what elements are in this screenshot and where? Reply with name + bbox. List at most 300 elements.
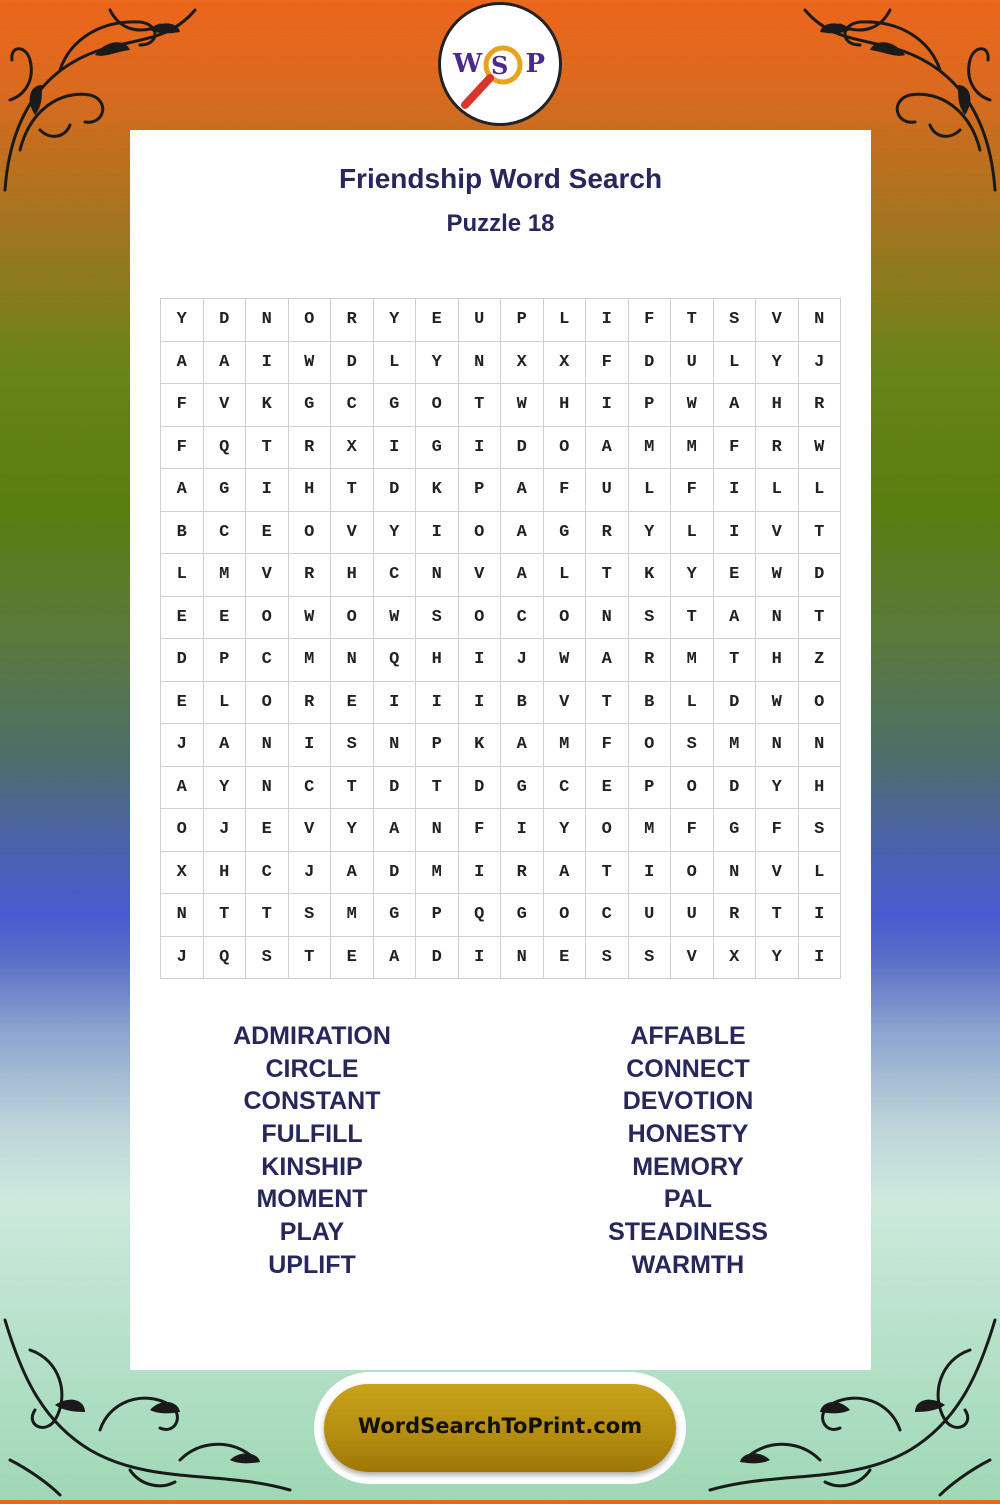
grid-cell: D (798, 554, 841, 597)
grid-cell: V (246, 554, 289, 597)
grid-cell: D (203, 299, 246, 342)
grid-cell: C (373, 554, 416, 597)
grid-cell: V (756, 511, 799, 554)
word-list-left (162, 1020, 462, 1282)
grid-cell: U (628, 894, 671, 937)
grid-row (161, 469, 841, 512)
grid-cell: T (203, 894, 246, 937)
grid-cell: C (203, 511, 246, 554)
grid-cell: W (798, 426, 841, 469)
grid-cell: J (161, 724, 204, 767)
grid-cell: Y (756, 766, 799, 809)
grid-cell: P (628, 766, 671, 809)
grid-cell: R (331, 299, 374, 342)
grid-row (161, 894, 841, 937)
grid-cell: N (331, 639, 374, 682)
grid-cell: Q (203, 426, 246, 469)
word-list-right (538, 1020, 838, 1282)
word-list-item: KINSHIP (261, 1152, 363, 1181)
grid-cell: F (543, 469, 586, 512)
grid-cell: X (501, 341, 544, 384)
grid-cell: D (458, 766, 501, 809)
grid-cell: A (586, 426, 629, 469)
grid-cell: T (246, 426, 289, 469)
grid-cell: C (331, 384, 374, 427)
grid-cell: O (331, 596, 374, 639)
word-list-item: ADMIRATION (233, 1022, 391, 1050)
word-list-item: HONESTY (627, 1120, 749, 1149)
grid-cell: T (458, 384, 501, 427)
grid-cell: V (458, 554, 501, 597)
grid-cell: H (798, 766, 841, 809)
grid-cell: S (628, 596, 671, 639)
grid-cell: F (161, 426, 204, 469)
grid-cell: N (756, 596, 799, 639)
wsp-logo (438, 2, 562, 126)
grid-cell: Q (373, 639, 416, 682)
grid-cell: Y (756, 341, 799, 384)
grid-cell: N (798, 724, 841, 767)
grid-cell: H (331, 554, 374, 597)
grid-cell: O (161, 809, 204, 852)
grid-cell: O (798, 681, 841, 724)
grid-cell: K (628, 554, 671, 597)
grid-cell: M (288, 639, 331, 682)
grid-cell: P (416, 894, 459, 937)
grid-cell: M (331, 894, 374, 937)
grid-cell: L (543, 554, 586, 597)
grid-cell: G (203, 469, 246, 512)
grid-cell: E (203, 596, 246, 639)
grid-cell: W (756, 554, 799, 597)
grid-cell: C (501, 596, 544, 639)
word-list-item: PLAY (279, 1218, 345, 1247)
grid-cell: W (671, 384, 714, 427)
grid-cell: M (713, 724, 756, 767)
grid-cell: V (543, 681, 586, 724)
grid-cell: T (756, 894, 799, 937)
grid-cell: S (331, 724, 374, 767)
grid-cell: I (798, 936, 841, 979)
grid-cell: I (288, 724, 331, 767)
grid-cell: M (543, 724, 586, 767)
grid-cell: R (713, 894, 756, 937)
grid-cell: V (203, 384, 246, 427)
grid-cell: G (713, 809, 756, 852)
grid-cell: A (331, 851, 374, 894)
grid-row (161, 596, 841, 639)
grid-cell: E (331, 681, 374, 724)
grid-cell: N (246, 766, 289, 809)
grid-cell: N (416, 554, 459, 597)
grid-cell: S (671, 724, 714, 767)
grid-cell: T (246, 894, 289, 937)
grid-cell: I (586, 384, 629, 427)
grid-cell: L (671, 681, 714, 724)
grid-cell: D (331, 341, 374, 384)
grid-cell: A (203, 341, 246, 384)
grid-cell: F (756, 809, 799, 852)
grid-cell: Y (203, 766, 246, 809)
grid-cell: L (373, 341, 416, 384)
grid-cell: J (161, 936, 204, 979)
grid-cell: I (416, 511, 459, 554)
grid-cell: T (671, 299, 714, 342)
grid-cell: M (416, 851, 459, 894)
grid-cell: D (373, 469, 416, 512)
grid-cell: T (586, 554, 629, 597)
page-title: Friendship Word Search (338, 163, 663, 194)
grid-cell: U (671, 341, 714, 384)
grid-cell: T (586, 851, 629, 894)
grid-cell: Z (798, 639, 841, 682)
grid-row (161, 341, 841, 384)
grid-cell: Y (671, 554, 714, 597)
grid-cell: H (756, 384, 799, 427)
grid-cell: K (458, 724, 501, 767)
grid-cell: Y (628, 511, 671, 554)
grid-cell: J (501, 639, 544, 682)
grid-cell: D (628, 341, 671, 384)
grid-cell: W (756, 681, 799, 724)
grid-cell: C (543, 766, 586, 809)
grid-cell: H (288, 469, 331, 512)
grid-cell: T (331, 766, 374, 809)
grid-cell: N (501, 936, 544, 979)
grid-cell: W (288, 341, 331, 384)
grid-row (161, 426, 841, 469)
grid-cell: O (671, 851, 714, 894)
grid-cell: I (586, 299, 629, 342)
grid-cell: I (373, 681, 416, 724)
grid-cell: I (458, 936, 501, 979)
word-list-item: UPLIFT (268, 1250, 356, 1279)
grid-cell: Q (203, 936, 246, 979)
grid-cell: I (628, 851, 671, 894)
grid-cell: L (543, 299, 586, 342)
logo-letter-s: S (491, 51, 509, 80)
grid-cell: C (586, 894, 629, 937)
grid-cell: S (713, 299, 756, 342)
grid-cell: B (501, 681, 544, 724)
grid-cell: E (713, 554, 756, 597)
logo-letter-p: P (525, 49, 545, 79)
grid-cell: C (288, 766, 331, 809)
grid-cell: O (288, 511, 331, 554)
grid-row (161, 681, 841, 724)
grid-cell: A (586, 639, 629, 682)
grid-cell: V (756, 851, 799, 894)
grid-cell: L (203, 681, 246, 724)
grid-cell: R (288, 426, 331, 469)
grid-cell: P (628, 384, 671, 427)
grid-cell: N (161, 894, 204, 937)
grid-cell: P (203, 639, 246, 682)
grid-cell: R (501, 851, 544, 894)
grid-cell: L (798, 851, 841, 894)
grid-cell: L (713, 341, 756, 384)
grid-cell: F (586, 724, 629, 767)
grid-cell: A (373, 936, 416, 979)
grid-cell: E (246, 809, 289, 852)
grid-cell: A (501, 554, 544, 597)
grid-cell: T (798, 596, 841, 639)
grid-cell: N (586, 596, 629, 639)
grid-cell: A (203, 724, 246, 767)
grid-cell: S (288, 894, 331, 937)
grid-cell: R (756, 426, 799, 469)
word-list-item: CONNECT (626, 1054, 750, 1083)
grid-cell: O (458, 511, 501, 554)
grid-cell: T (586, 681, 629, 724)
grid-cell: Y (416, 341, 459, 384)
grid-cell: M (671, 639, 714, 682)
grid-cell: F (628, 299, 671, 342)
grid-cell: Y (756, 936, 799, 979)
grid-row (161, 511, 841, 554)
grid-cell: L (756, 469, 799, 512)
grid-cell: L (628, 469, 671, 512)
grid-cell: K (416, 469, 459, 512)
grid-cell: M (671, 426, 714, 469)
grid-cell: E (161, 681, 204, 724)
grid-cell: E (331, 936, 374, 979)
grid-cell: F (713, 426, 756, 469)
grid-cell: I (246, 469, 289, 512)
grid-cell: N (713, 851, 756, 894)
grid-cell: D (501, 426, 544, 469)
grid-cell: A (713, 596, 756, 639)
grid-cell: T (671, 596, 714, 639)
grid-cell: I (416, 681, 459, 724)
grid-cell: O (416, 384, 459, 427)
grid-cell: O (628, 724, 671, 767)
grid-cell: A (161, 341, 204, 384)
grid-row (161, 384, 841, 427)
grid-cell: D (713, 681, 756, 724)
word-list-item: MEMORY (632, 1152, 744, 1181)
grid-cell: C (246, 639, 289, 682)
grid-cell: S (798, 809, 841, 852)
word-list-item: STEADINESS (608, 1218, 768, 1247)
grid-cell: S (416, 596, 459, 639)
grid-cell: D (161, 639, 204, 682)
grid-cell: R (288, 554, 331, 597)
grid-cell: O (543, 596, 586, 639)
grid-cell: G (501, 766, 544, 809)
grid-cell: G (501, 894, 544, 937)
grid-cell: Y (161, 299, 204, 342)
grid-cell: A (161, 766, 204, 809)
grid-row (161, 936, 841, 979)
grid-cell: J (798, 341, 841, 384)
grid-cell: D (713, 766, 756, 809)
grid-cell: I (458, 681, 501, 724)
grid-cell: O (586, 809, 629, 852)
grid-cell: V (331, 511, 374, 554)
word-list-item: WARMTH (631, 1250, 745, 1279)
grid-cell: A (713, 384, 756, 427)
word-list-item: PAL (663, 1185, 713, 1214)
grid-cell: T (288, 936, 331, 979)
grid-cell: O (246, 596, 289, 639)
grid-cell: H (543, 384, 586, 427)
grid-cell: E (161, 596, 204, 639)
grid-cell: R (288, 681, 331, 724)
grid-cell: I (246, 341, 289, 384)
grid-cell: O (671, 766, 714, 809)
grid-cell: U (586, 469, 629, 512)
word-list-item: DEVOTION (622, 1087, 754, 1116)
grid-cell: W (501, 384, 544, 427)
grid-cell: X (543, 341, 586, 384)
grid-cell: I (458, 639, 501, 682)
grid-cell: G (416, 426, 459, 469)
grid-cell: W (373, 596, 416, 639)
grid-cell: I (458, 426, 501, 469)
grid-cell: X (331, 426, 374, 469)
puzzle-number: Puzzle 18 (446, 210, 555, 237)
grid-row (161, 851, 841, 894)
logo-letter-w: W (453, 49, 483, 79)
grid-cell: H (756, 639, 799, 682)
grid-cell: F (586, 341, 629, 384)
grid-cell: A (501, 469, 544, 512)
grid-cell: E (586, 766, 629, 809)
grid-cell: M (203, 554, 246, 597)
grid-cell: H (416, 639, 459, 682)
grid-cell: N (246, 299, 289, 342)
grid-cell: B (161, 511, 204, 554)
grid-cell: Y (373, 299, 416, 342)
grid-cell: M (628, 426, 671, 469)
grid-cell: S (246, 936, 289, 979)
grid-cell: B (628, 681, 671, 724)
grid-cell: G (288, 384, 331, 427)
grid-cell: I (501, 809, 544, 852)
grid-cell: O (458, 596, 501, 639)
puzzle-sheet (130, 130, 871, 1370)
grid-cell: E (246, 511, 289, 554)
grid-cell: T (713, 639, 756, 682)
grid-cell: X (713, 936, 756, 979)
grid-row (161, 554, 841, 597)
grid-cell: O (288, 299, 331, 342)
grid-cell: C (246, 851, 289, 894)
word-list-item: FULFILL (261, 1120, 363, 1149)
grid-cell: L (671, 511, 714, 554)
grid-cell: Y (543, 809, 586, 852)
grid-cell: U (671, 894, 714, 937)
grid-cell: D (373, 766, 416, 809)
grid-cell: P (458, 469, 501, 512)
grid-cell: F (671, 809, 714, 852)
grid-row (161, 766, 841, 809)
grid-row (161, 809, 841, 852)
grid-cell: I (713, 511, 756, 554)
grid-cell: R (586, 511, 629, 554)
grid-cell: S (586, 936, 629, 979)
grid-cell: G (373, 384, 416, 427)
grid-cell: I (458, 851, 501, 894)
footer-banner (314, 1372, 686, 1484)
grid-cell: S (628, 936, 671, 979)
grid-row (161, 639, 841, 682)
grid-cell: N (246, 724, 289, 767)
grid-cell: V (288, 809, 331, 852)
grid-cell: A (161, 469, 204, 512)
grid-cell: J (203, 809, 246, 852)
grid-cell: O (543, 894, 586, 937)
grid-cell: R (628, 639, 671, 682)
site-link[interactable]: WordSearchToPrint.com (357, 1414, 643, 1438)
grid-cell: E (416, 299, 459, 342)
word-list-item: CIRCLE (265, 1054, 359, 1083)
footer-banner-pill[interactable] (324, 1384, 676, 1472)
grid-cell: I (713, 469, 756, 512)
word-list-item: CONSTANT (243, 1087, 381, 1116)
grid-cell: L (161, 554, 204, 597)
grid-cell: O (543, 426, 586, 469)
grid-cell: N (458, 341, 501, 384)
grid-cell: K (246, 384, 289, 427)
letter-grid (160, 298, 841, 979)
grid-cell: T (416, 766, 459, 809)
grid-cell: A (373, 809, 416, 852)
grid-cell: D (373, 851, 416, 894)
grid-cell: Y (373, 511, 416, 554)
grid-cell: A (501, 724, 544, 767)
grid-cell: N (416, 809, 459, 852)
grid-cell: I (373, 426, 416, 469)
grid-cell: V (671, 936, 714, 979)
word-list-item: MOMENT (256, 1185, 368, 1214)
grid-cell: P (416, 724, 459, 767)
grid-cell: W (543, 639, 586, 682)
grid-cell: F (458, 809, 501, 852)
grid-cell: D (416, 936, 459, 979)
grid-cell: E (543, 936, 586, 979)
grid-cell: G (543, 511, 586, 554)
grid-cell: P (501, 299, 544, 342)
grid-cell: O (246, 681, 289, 724)
grid-row (161, 299, 841, 342)
grid-cell: M (628, 809, 671, 852)
grid-cell: Y (331, 809, 374, 852)
grid-cell: A (543, 851, 586, 894)
grid-cell: G (373, 894, 416, 937)
grid-cell: R (798, 384, 841, 427)
grid-cell: N (373, 724, 416, 767)
grid-cell: T (331, 469, 374, 512)
grid-cell: U (458, 299, 501, 342)
grid-cell: W (288, 596, 331, 639)
grid-cell: V (756, 299, 799, 342)
grid-cell: L (798, 469, 841, 512)
grid-cell: A (501, 511, 544, 554)
grid-cell: N (756, 724, 799, 767)
grid-cell: X (161, 851, 204, 894)
grid-cell: Q (458, 894, 501, 937)
grid-cell: N (798, 299, 841, 342)
grid-cell: J (288, 851, 331, 894)
grid-cell: I (798, 894, 841, 937)
grid-cell: T (798, 511, 841, 554)
grid-cell: F (671, 469, 714, 512)
grid-cell: H (203, 851, 246, 894)
word-list-item: AFFABLE (630, 1022, 746, 1050)
grid-cell: F (161, 384, 204, 427)
